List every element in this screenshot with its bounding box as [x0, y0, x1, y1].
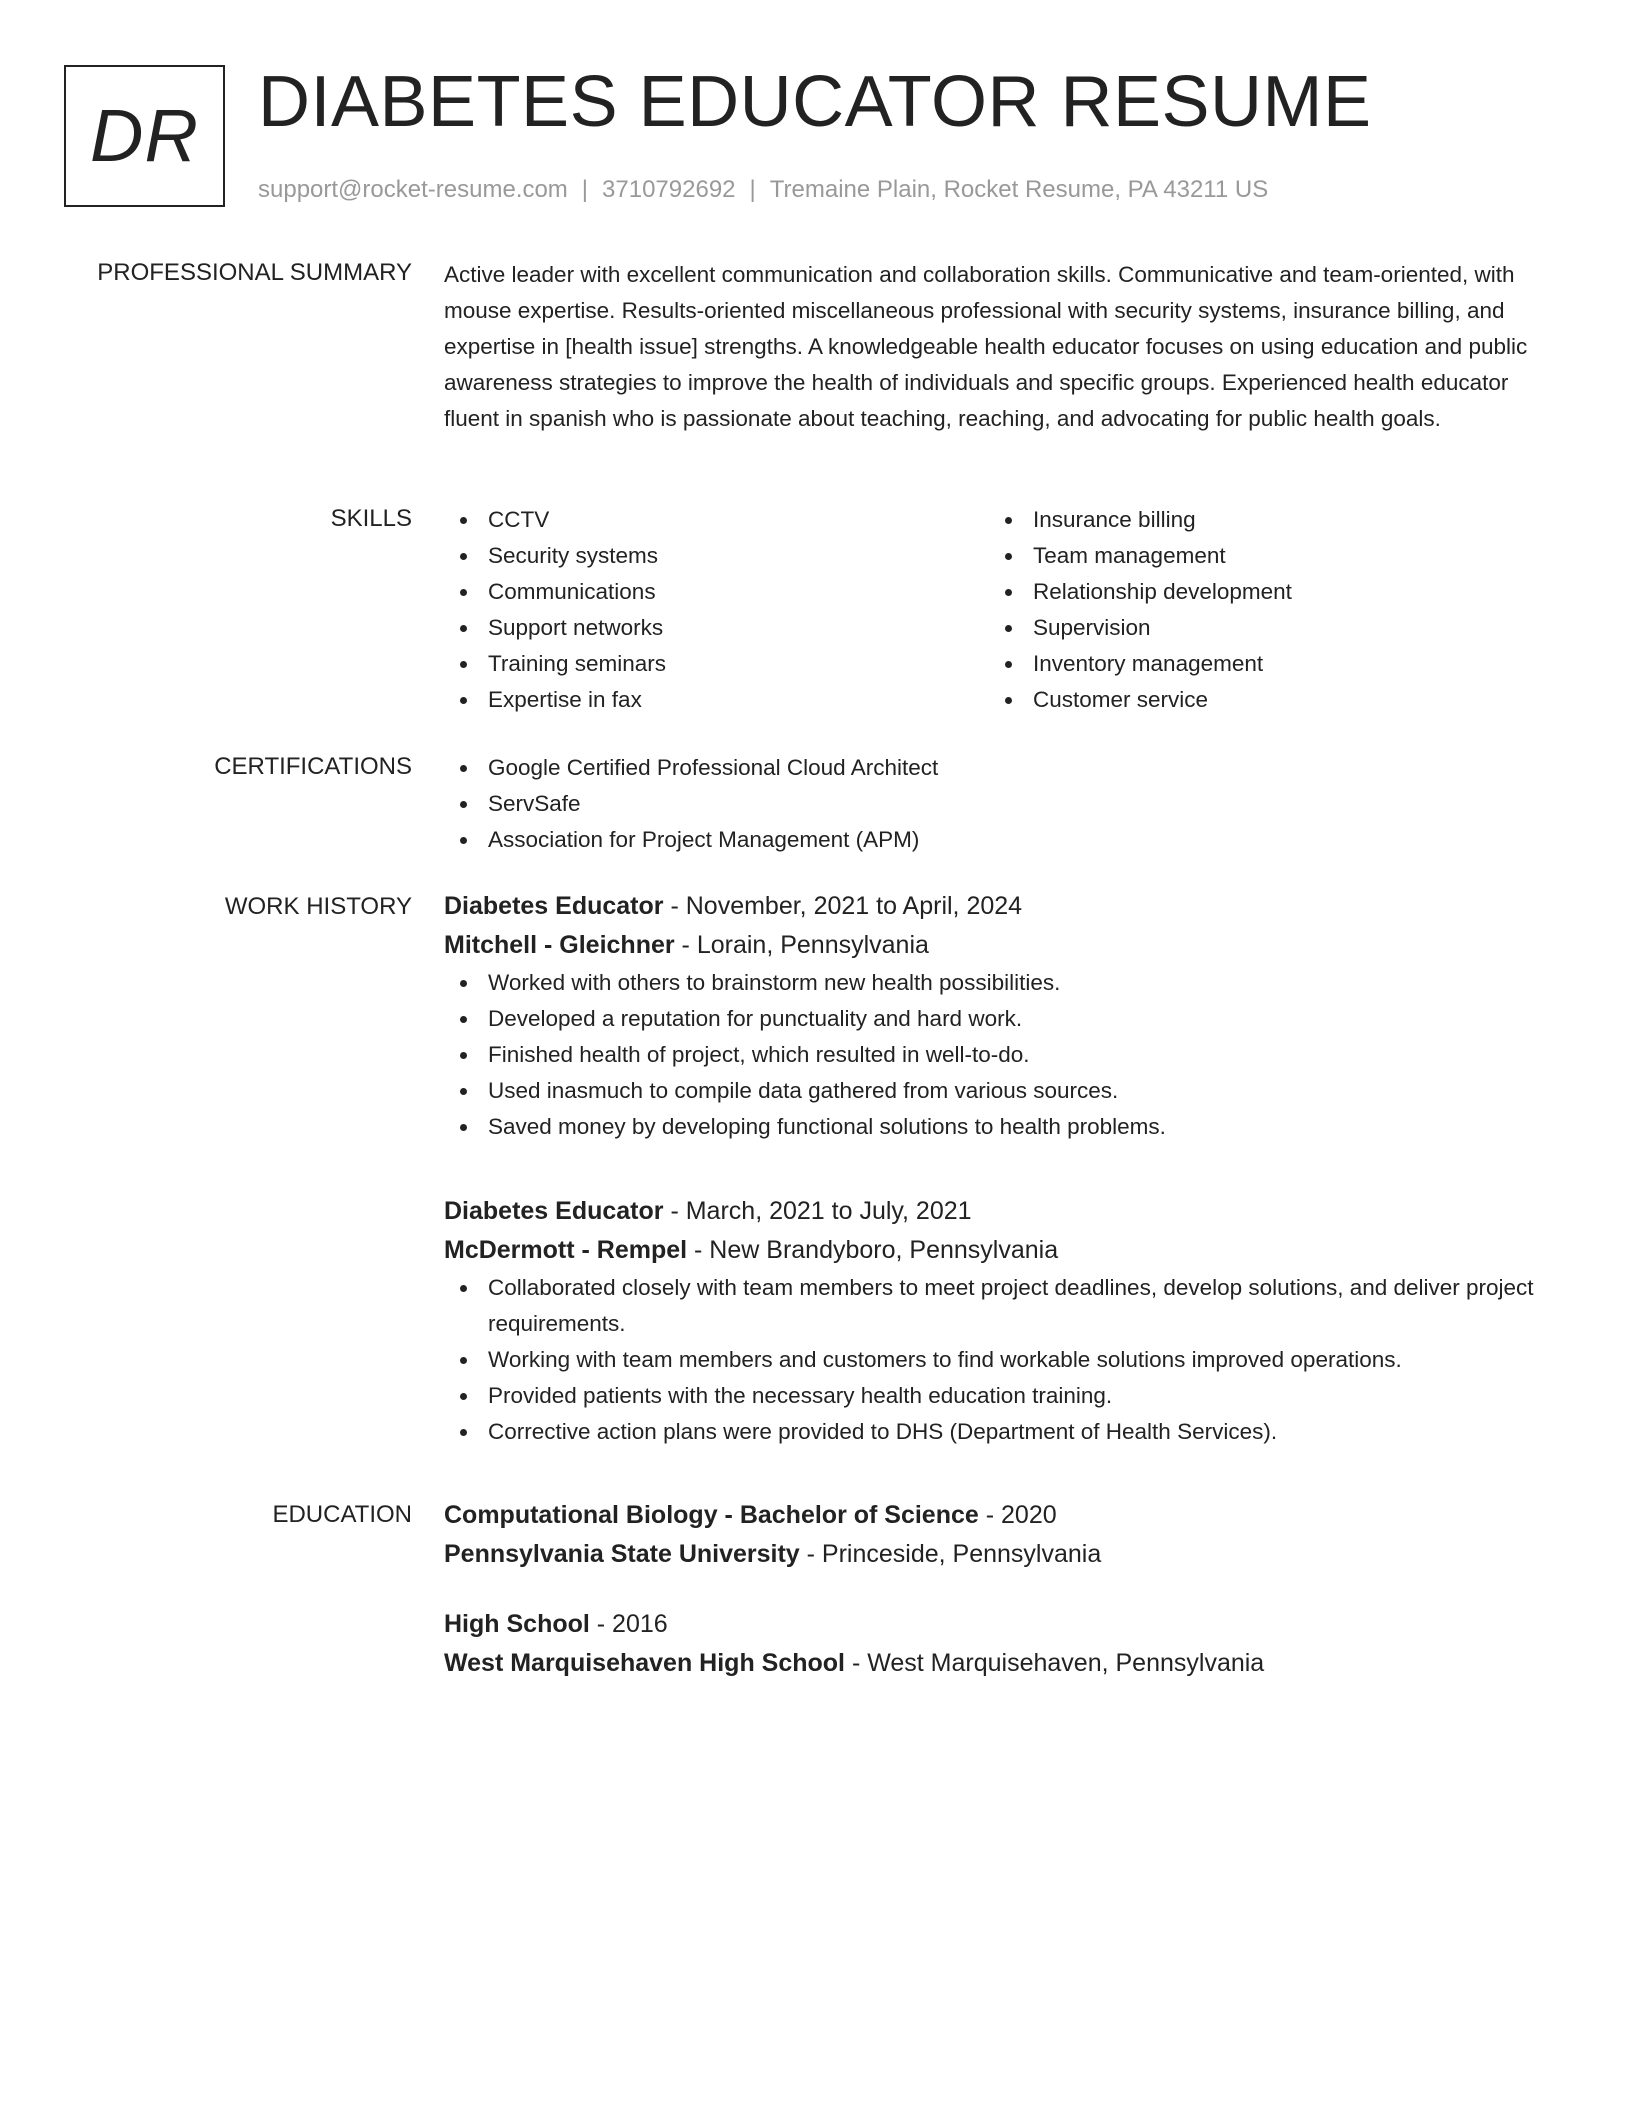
work-entry	[444, 887, 1560, 1145]
job-bullet: Finished health of project, which resulted in well-to-do.	[444, 1037, 1560, 1073]
job-bullet: Used inasmuch to compile data gathered from various sources.	[444, 1073, 1560, 1109]
summary-text: Active leader with excellent communication and collaboration skills. Communicative and team-oriented, with mouse expertise. Results-oriented miscellaneous professional with security systems, insurance billing, and expertise in [health issue] strengths. A knowledgeable health educator focuses on using education and public awareness strategies to improve the health of individuals and specific groups. Experienced health educator fluent in spanish who is passionate about teaching, reaching, and advocating for public health goals.	[444, 262, 1528, 431]
job-title-line	[444, 887, 1560, 926]
degree-line	[444, 1605, 1560, 1644]
school-line	[444, 1535, 1560, 1574]
job-bullet: Worked with others to brainstorm new health possibilities.	[444, 965, 1560, 1001]
contact-separator: |	[749, 176, 756, 203]
certifications-section	[444, 750, 1560, 858]
section-label-skills: SKILLS	[330, 505, 412, 532]
job-location: - Lorain, Pennsylvania	[674, 931, 929, 959]
contact-phone[interactable]: 3710792692	[602, 176, 736, 203]
section-label-work-history: WORK HISTORY	[224, 893, 412, 920]
degree-name: High School	[444, 1610, 590, 1638]
job-bullet: Developed a reputation for punctuality and hard work.	[444, 1001, 1560, 1037]
degree-year: - 2016	[589, 1610, 668, 1638]
certifications-list	[444, 750, 1560, 858]
summary-section	[444, 257, 1560, 437]
skill-item: Inventory management	[989, 646, 1534, 682]
skills-list-right	[989, 502, 1534, 718]
job-title: Diabetes Educator	[444, 892, 664, 920]
skills-section	[444, 502, 1560, 718]
skill-item: Security systems	[444, 538, 989, 574]
education-entry	[444, 1605, 1560, 1683]
contact-line	[258, 174, 1268, 206]
section-label-education: EDUCATION	[272, 1501, 412, 1528]
job-location: - New Brandyboro, Pennsylvania	[687, 1236, 1059, 1264]
monogram-box	[64, 65, 225, 207]
school-line	[444, 1644, 1560, 1683]
contact-separator: |	[581, 176, 589, 203]
job-title: Diabetes Educator	[444, 1197, 664, 1225]
skill-item: Relationship development	[989, 574, 1534, 610]
job-dates: - November, 2021 to April, 2024	[663, 892, 1023, 920]
school-location: - Princeside, Pennsylvania	[799, 1540, 1102, 1568]
job-company-line	[444, 926, 1560, 965]
job-bullet: Provided patients with the necessary health education training.	[444, 1378, 1560, 1414]
section-label-certifications: CERTIFICATIONS	[214, 753, 412, 780]
certification-item: Google Certified Professional Cloud Architect	[444, 750, 1560, 786]
section-label-summary: PROFESSIONAL SUMMARY	[97, 259, 412, 286]
skill-item: CCTV	[444, 502, 989, 538]
resume-title: DIABETES EDUCATOR RESUME	[258, 62, 1372, 142]
job-company: McDermott - Rempel	[444, 1236, 688, 1264]
job-title-line	[444, 1192, 1560, 1231]
job-bullet: Corrective action plans were provided to DHS (Department of Health Services).	[444, 1414, 1560, 1450]
degree-year: - 2020	[978, 1501, 1057, 1529]
monogram-initials: DR	[90, 94, 199, 177]
job-company: Mitchell - Gleichner	[444, 931, 675, 959]
skill-item: Expertise in fax	[444, 682, 989, 718]
skill-item: Insurance billing	[989, 502, 1534, 538]
contact-email[interactable]: support@rocket-resume.com	[258, 176, 568, 203]
degree-name: Computational Biology - Bachelor of Science	[444, 1501, 979, 1529]
contact-address: Tremaine Plain, Rocket Resume, PA 43211 US	[769, 176, 1269, 203]
skills-list-left	[444, 502, 989, 718]
job-bullet: Collaborated closely with team members to meet project deadlines, develop solutions, and deliver project requirements.	[444, 1270, 1560, 1342]
skill-item: Supervision	[989, 610, 1534, 646]
degree-line	[444, 1496, 1560, 1535]
skill-item: Support networks	[444, 610, 989, 646]
school-location: - West Marquisehaven, Pennsylvania	[845, 1649, 1265, 1677]
skill-item: Customer service	[989, 682, 1534, 718]
job-bullets	[444, 1270, 1560, 1450]
skill-item: Training seminars	[444, 646, 989, 682]
education-entry	[444, 1496, 1560, 1574]
certification-item: ServSafe	[444, 786, 1560, 822]
job-bullet: Saved money by developing functional solutions to health problems.	[444, 1109, 1560, 1145]
skill-item: Communications	[444, 574, 989, 610]
certification-item: Association for Project Management (APM)	[444, 822, 1560, 858]
school-name: Pennsylvania State University	[444, 1540, 800, 1568]
job-bullets	[444, 965, 1560, 1145]
job-dates: - March, 2021 to July, 2021	[663, 1197, 972, 1225]
skill-item: Team management	[989, 538, 1534, 574]
job-company-line	[444, 1231, 1560, 1270]
work-entry	[444, 1192, 1560, 1450]
school-name: West Marquisehaven High School	[444, 1649, 846, 1677]
job-bullet: Working with team members and customers to find workable solutions improved operations.	[444, 1342, 1560, 1378]
